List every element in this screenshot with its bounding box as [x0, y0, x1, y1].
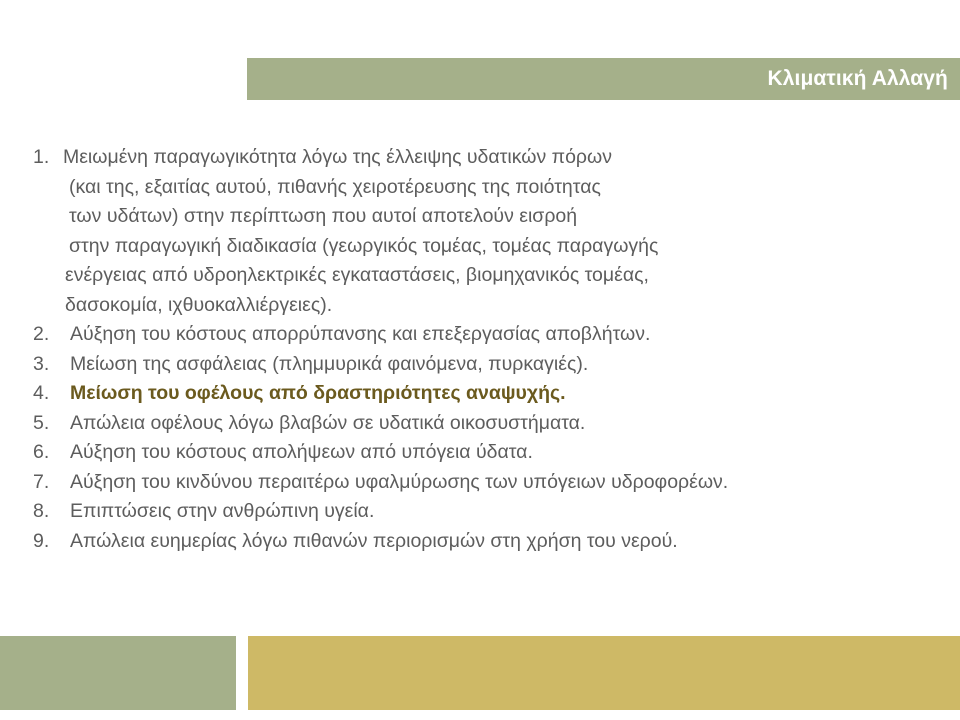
list-item-continuation — [33, 202, 948, 232]
list-item — [33, 527, 948, 557]
list-item-text: Μείωση της ασφάλειας (πλημμυρικά φαινόμενα, πυρκαγιές). — [70, 352, 589, 375]
list-item-continuation — [33, 232, 948, 262]
list-item-text: Επιπτώσεις στην ανθρώπινη υγεία. — [70, 500, 375, 522]
impact-list — [33, 143, 948, 556]
list-item-text: (και της, εξαιτίας αυτού, πιθανής χειροτέρευσης της ποιότητας — [69, 175, 601, 198]
list-item-continuation — [33, 173, 948, 203]
list-item-number: 5. — [33, 411, 50, 434]
list-item-text: ενέργειας από υδροηλεκτρικές εγκαταστάσεις, βιομηχανικός τομέας, — [65, 264, 649, 286]
slide-title: Κλιματική Αλλαγή — [767, 67, 948, 90]
list-item — [33, 468, 948, 498]
list-item-text: Απώλεια οφέλους λόγω βλαβών σε υδατικά οικοσυστήματα. — [70, 411, 586, 434]
list-item-text: Αύξηση του κόστους απολήψεων από υπόγεια ύδατα. — [70, 441, 533, 463]
list-item — [33, 143, 948, 173]
list-item-number: 1. — [33, 146, 50, 168]
list-item-continuation — [33, 261, 948, 291]
list-item-number: 8. — [33, 500, 50, 522]
title-bar — [247, 58, 960, 100]
list-item-number: 6. — [33, 441, 50, 463]
footer-block-gold — [248, 636, 960, 710]
list-item — [33, 350, 948, 380]
list-item-number: 2. — [33, 323, 50, 345]
list-item — [33, 409, 948, 439]
list-item-text: Μειωμένη παραγωγικότητα λόγω της έλλειψης υδατικών πόρων — [63, 146, 612, 168]
list-item — [33, 497, 948, 527]
list-item-highlighted — [33, 379, 948, 409]
list-item-continuation — [33, 291, 948, 321]
list-item-text: Απώλεια ευημερίας λόγω πιθανών περιορισμών στη χρήση του νερού. — [70, 529, 678, 552]
list-item-text-bold: Μείωση του οφέλους από δραστηριότητες αναψυχής. — [70, 382, 566, 404]
list-item-number: 4. — [33, 382, 50, 404]
list-item-text: των υδάτων) στην περίπτωση που αυτοί αποτελούν εισροή — [69, 205, 578, 227]
list-item — [33, 438, 948, 468]
list-item — [33, 320, 948, 350]
list-item-text: Αύξηση του κόστους απορρύπανσης και επεξεργασίας αποβλήτων. — [70, 323, 651, 345]
list-item-number: 7. — [33, 470, 50, 493]
footer-block-green — [0, 636, 236, 710]
list-item-number: 3. — [33, 352, 50, 375]
list-item-text: δασοκομία, ιχθυοκαλλιέργειες). — [65, 293, 333, 316]
list-item-text: Αύξηση του κινδύνου περαιτέρω υφαλμύρωσης των υπόγειων υδροφορέων. — [70, 470, 729, 493]
list-item-text: στην παραγωγική διαδικασία (γεωργικός τομέας, τομέας παραγωγής — [69, 234, 659, 257]
list-item-number: 9. — [33, 529, 50, 552]
